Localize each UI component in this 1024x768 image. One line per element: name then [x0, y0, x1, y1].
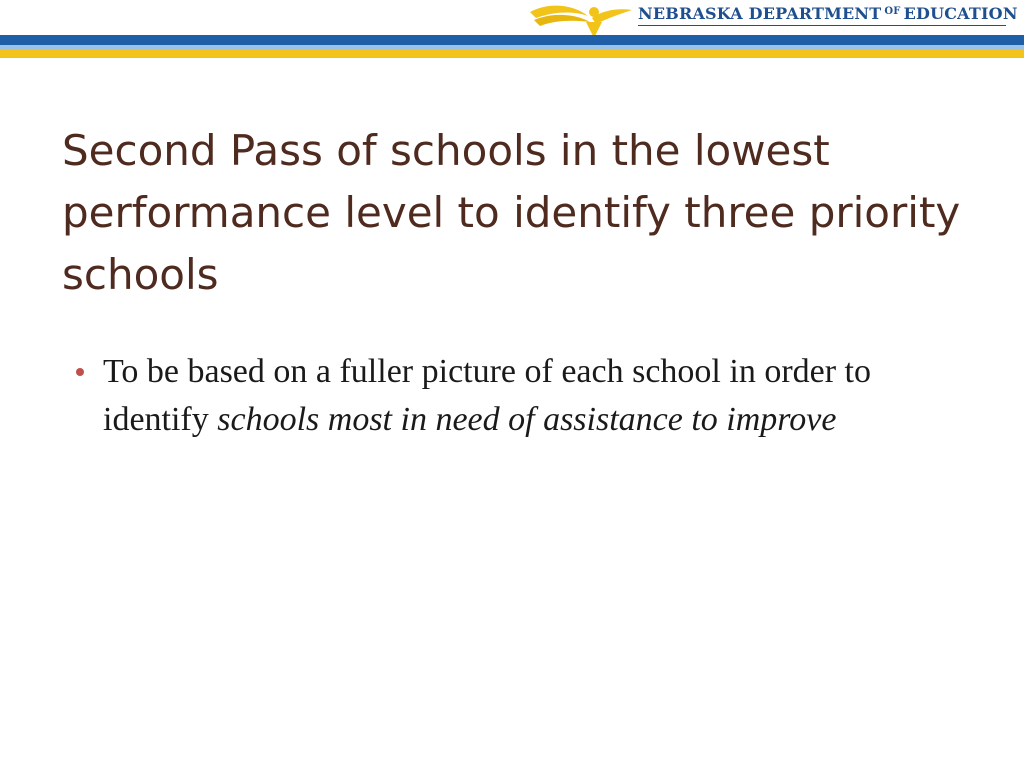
bullet-text: To be based on a fuller picture of each school in order to identify: [103, 353, 872, 438]
org-name-underline: [638, 25, 1006, 26]
header-band: [0, 0, 1024, 62]
bullet-item: [76, 348, 956, 444]
org-name-of: OF: [884, 6, 901, 17]
header-stripe-blue: [0, 35, 1024, 45]
org-name-part1: NEBRASKA DEPARTMENT: [638, 4, 882, 23]
bullet-dot-icon: [76, 368, 84, 376]
slide-title: Second Pass of schools in the lowest performance level to identify three priority schools: [62, 126, 961, 299]
bullet-list: [76, 348, 956, 444]
organization-name: [638, 4, 1018, 23]
nde-sun-figure-icon: [528, 0, 633, 40]
org-name-part2: EDUCATION: [903, 4, 1018, 23]
header-stripe-yellow: [0, 50, 1024, 58]
bullet-text-emphasis: schools most in need of assistance to improve: [217, 401, 837, 438]
